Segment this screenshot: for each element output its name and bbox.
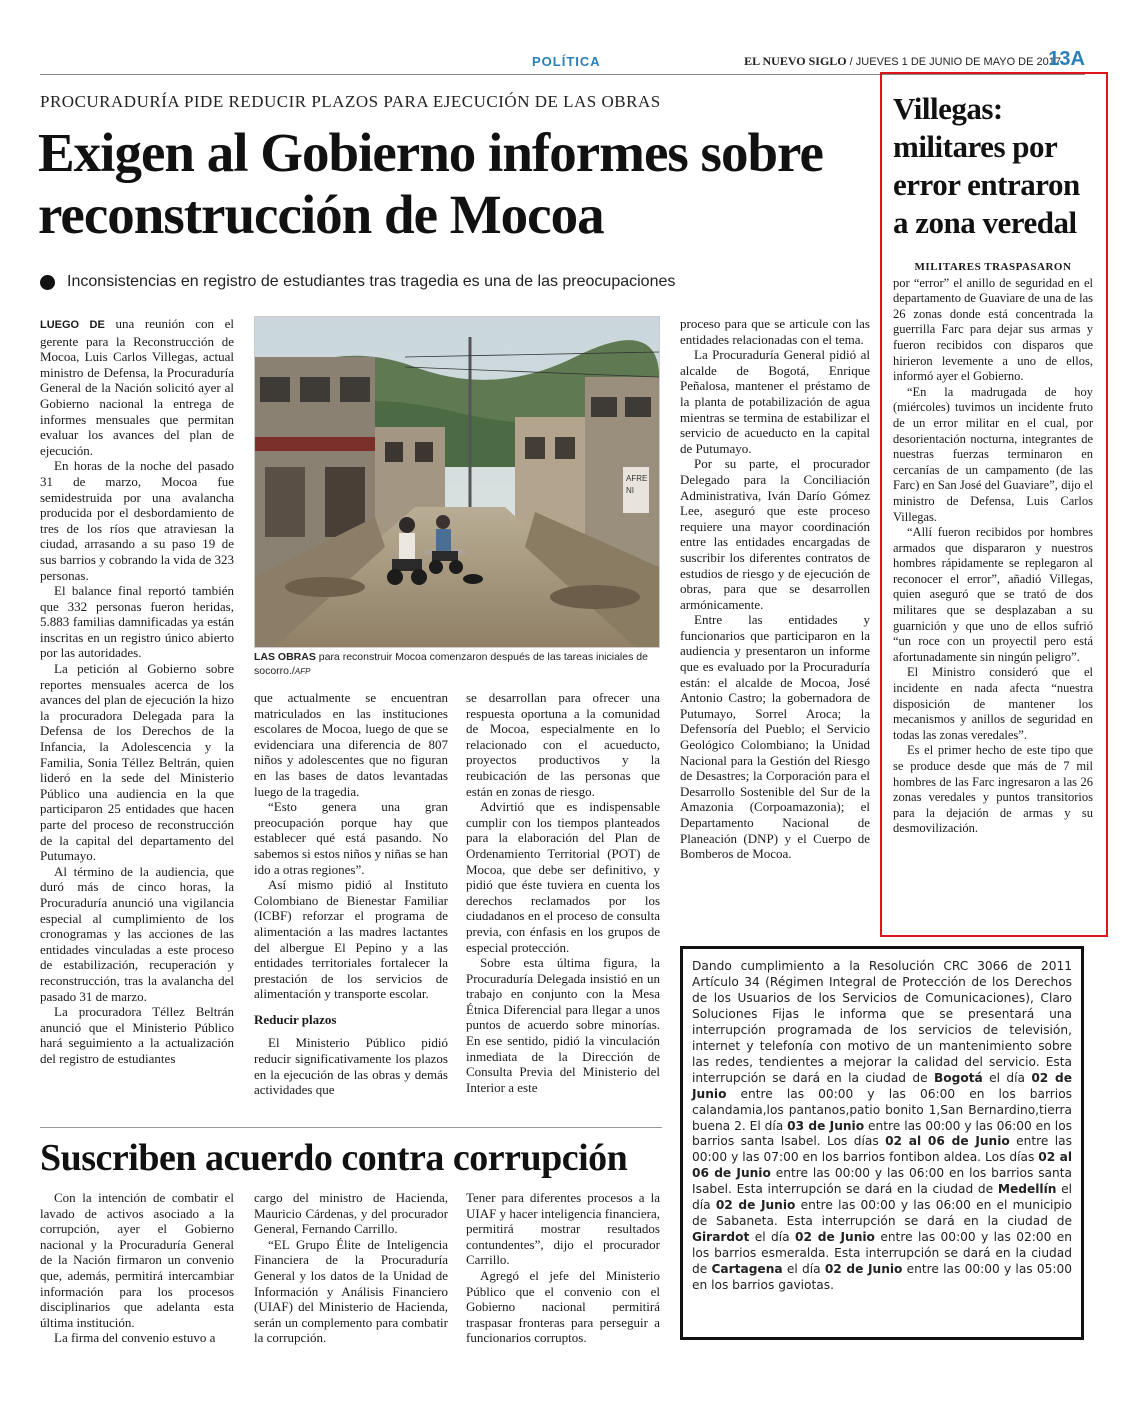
notice-text: el día xyxy=(749,1230,796,1245)
paragraph xyxy=(680,456,870,612)
second-headline: Suscriben acuerdo contra corrupción xyxy=(40,1137,628,1179)
notice-emphasis: Bogotá xyxy=(933,1070,983,1085)
notice-emphasis: 02 de Junio xyxy=(715,1198,796,1213)
paragraph xyxy=(40,583,234,661)
paragraph-text: Así mismo pidió al Instituto Colombiano de Bienestar Familiar (ICBF) reforzar el programa de alimentación a las madres lactantes del albergue El Pepino y a las entidades territoriales fortalecer la prestación de los servicios de alimentación y transporte escolar. xyxy=(254,877,448,1002)
paragraph xyxy=(254,877,448,1002)
notice-text: el día xyxy=(692,1182,1073,1213)
paragraph-text: cargo del ministro de Hacienda, Mauricio Cárdenas, y del procurador General, Fernando Carrillo. xyxy=(254,1190,448,1237)
paragraph xyxy=(254,690,448,799)
photo-caption xyxy=(254,650,658,679)
notice-emphasis: Girardot xyxy=(692,1230,750,1245)
notice-emphasis: 02 al 06 de Junio xyxy=(885,1134,1010,1149)
paragraph-text: Agregó el jefe del Ministerio Público que el convenio con el Gobierno nacional permitirá traspasar fronteras para perseguir a funcionarios corruptos. xyxy=(466,1267,660,1346)
issue-date: / JUEVES 1 DE JUNIO DE MAYO DE 2017 xyxy=(846,56,1061,68)
notice-text: entre las 00:00 y las 06:00 en los barrios santa Isabel. Los días xyxy=(692,1118,1072,1149)
paragraph-text: una reunión con el gerente para la Reconstrucción de Mocoa, Luis Carlos Villegas, actual ministro de Defensa, la Procuraduría General de la Nación solicitó ayer al Gobierno nacional la entrega de informes mensuales que permitan evaluar los avances del plan de ejecución. xyxy=(40,316,235,458)
sidebar-lead: MILITARES TRASPASARON xyxy=(914,261,1072,273)
caption-lead: LAS OBRAS xyxy=(254,651,316,663)
paragraph-text: Al término de la audiencia, que duró más de cinco horas, la Procuraduría anunció una vigilancia especial al cumplimiento de los cronogramas y las acciones de las entidades vinculadas a este proceso de estabilización, recuperación y reconstrucción, tras la avalancha del pasado 31 de marzo. xyxy=(40,863,234,1004)
notice-emphasis: 02 de Junio xyxy=(795,1230,875,1245)
paragraph-text: por “error” el anillo de seguridad en el departamento de Guaviare de una de las 26 zonas donde está concentrada la guerrilla Farc para dejar sus armas y fueron recibidos con disparos que hirieron levemente a uno de ellos, informó ayer el Gobierno. xyxy=(893,275,1093,384)
paragraph xyxy=(40,864,234,1004)
photo-sign-text: AFRE xyxy=(626,474,648,483)
photo-illustration xyxy=(255,317,659,647)
second-col-3 xyxy=(466,1190,660,1346)
notice-text: entre las 00:00 y las 06:00 en el municipio de Sabaneta. Esta interrupción se dará en la ciudad de xyxy=(692,1198,1073,1229)
subhead xyxy=(40,273,675,291)
photo-sign-text: NI xyxy=(626,486,634,495)
paragraph xyxy=(893,525,1093,665)
notice-text: el día xyxy=(782,1262,825,1277)
paragraph xyxy=(680,612,870,862)
section-label: POLÍTICA xyxy=(532,54,601,69)
paragraph xyxy=(254,1035,448,1097)
notice-text: entre las 00:00 y las 07:00 en los barrios fontibon aldea. Los días xyxy=(692,1134,1072,1165)
service-notice xyxy=(680,946,1084,1340)
paragraph xyxy=(40,316,234,458)
paragraph xyxy=(466,799,660,955)
second-col-1 xyxy=(40,1190,234,1346)
paragraph xyxy=(893,665,1093,743)
paragraph xyxy=(466,690,660,799)
kicker: PROCURADURÍA PIDE REDUCIR PLAZOS PARA EJECUCIÓN DE LAS OBRAS xyxy=(40,92,661,111)
paragraph xyxy=(40,458,234,583)
paragraph xyxy=(466,1268,660,1346)
notice-text: entre las 00:00 y las 02:00 en los barrios esmeralda. Esta interrupción se dará en la ciudad de xyxy=(692,1230,1073,1277)
notice-text: Dando cumplimiento a la Resolución CRC 3066 de 2011 Artículo 34 (Régimen Integral de Protección de los Derechos de los Usuarios de los Servicios de Comunicaciones), Claro Soluciones Fijas le informa que se presentará una interrupción programada de los servicios de televisión, internet y telefonía con motivo de un mantenimiento sobre las redes, tendientes a mejorar la calidad del servicio. Esta interrupción se dará en la ciudad de xyxy=(692,959,1072,1085)
paragraph xyxy=(40,661,234,864)
paragraph-text: El Ministerio Público pidió reducir significativamente los plazos en la ejecución de las obras y demás actividades que xyxy=(254,1035,448,1098)
bullet-icon xyxy=(40,275,55,290)
paragraph xyxy=(680,316,870,347)
paragraph xyxy=(40,1004,234,1066)
paragraph xyxy=(40,1330,234,1346)
notice-emphasis: 02 de Junio xyxy=(692,1070,1072,1101)
subhead-text: Inconsistencias en registro de estudiantes tras tragedia es una de las preocupaciones xyxy=(67,273,676,290)
lead-in: LUEGO DE xyxy=(40,319,105,331)
paragraph xyxy=(466,955,660,1095)
paragraph-text: La firma del convenio estuvo a xyxy=(54,1330,216,1346)
paragraph xyxy=(893,385,1093,525)
main-col-4 xyxy=(680,316,870,862)
paragraph xyxy=(254,799,448,877)
paragraph-text: “En la madrugada de hoy (miércoles) tuvimos un incidente fruto de un error militar en el cual, por desorientación nocturna, integrantes de nuestras fuerzas terminaron en cercanías de un campamento (de las Farc) en San José del Guaviare”, dijo el ministro de Defensa, Luis Carlos Villegas. xyxy=(893,384,1093,524)
paragraph xyxy=(680,347,870,456)
photo-credit: AFP xyxy=(294,667,311,676)
notice-text: entre las 00:00 y las 06:00 en los barrios calandamia,los pantanos,patio bonito 1,San Bernardino,tierra buena 2. El día xyxy=(692,1086,1072,1133)
second-col-2 xyxy=(254,1190,448,1346)
paragraph-text: Por su parte, el procurador Delegado para la Conciliación Administrativa, Iván Darío Gómez Lee, aseguró que este proceso requiere una mayor coordinación entre las entidades encargadas de suscribir los diferentes contratos de estudios de riesgo y de ejecución de obras, para que se desarrollen armónicamente. xyxy=(680,456,870,612)
paragraph xyxy=(893,743,1093,837)
notice-emphasis: Cartagena xyxy=(711,1262,783,1277)
dog-shape xyxy=(463,574,483,584)
sidebar-title: Villegas: militares por error entraron a zona veredal xyxy=(893,91,1080,240)
paragraph-text: El balance final reportó también que 332 personas fueron heridas, 5.883 familias damnificadas ya están inscritas en un registro único abierto por las autoridades. xyxy=(40,583,234,661)
notice-emphasis: 03 de Junio xyxy=(787,1118,865,1133)
paragraph xyxy=(254,1237,448,1346)
notice-emphasis: 02 al 06 de Junio xyxy=(692,1150,1073,1181)
paragraph-text: proceso para que se articule con las entidades relacionadas con el tema. xyxy=(680,316,870,347)
paragraph-text: “EL Grupo Élite de Inteligencia Financiera de la Procuraduría General y los datos de la Unidad de Información y Análisis Financiero (UIAF) del Ministerio de Hacienda, serán un complemento para combatir la corrupción. xyxy=(254,1236,448,1346)
main-col-1 xyxy=(40,316,234,1067)
page-number: 13A xyxy=(1048,48,1085,70)
main-col-2 xyxy=(254,690,448,1098)
paragraph-text: “Allí fueron recibidos por hombres armados que dispararon y nuestros hombres rápidamente se replegaron al reconocer el error”, añadió Villegas, quien aseguró que se trató de dos militares que se desplazaban a su guarnición y que uno de ellos sufrió “un roce con un proyectil pero está afortunadamente sin ningún peligro”. xyxy=(893,525,1093,664)
paragraph-text: La Procuraduría General pidió al alcalde de Bogotá, Enrique Peñalosa, mantener el préstamo de la planta de potabilización de agua mientras se termina de estabilizar el servicio de acueducto en la capital de Putumayo. xyxy=(680,347,870,456)
caption-text: para reconstruir Mocoa comenzaron después de las tareas iniciales de socorro./ xyxy=(254,651,648,677)
paragraph-text: que actualmente se encuentran matriculados en las instituciones escolares de Mocoa, luego de que se evidenciara una diferencia de 807 niños y adolescentes que no figuran en las bases de datos levantadas luego de la tragedia. xyxy=(254,690,448,799)
paragraph-text: Con la intención de combatir el lavado de activos asociado a la corrupción, ayer el Gobierno nacional y la Procuraduría General de la Nación firmaron un convenio que, además, permitirá intercambiar información para los procesos disciplinarios que adelanta esta última institución. xyxy=(40,1190,234,1330)
paragraph-text: Tener para diferentes procesos a la UIAF y hacer inteligencia financiera, permitirá mostrar resultados contundentes”, dijo el procurador Carrillo. xyxy=(466,1190,660,1268)
notice-text: entre las 00:00 y las 05:00 en los barrios gaviotas. xyxy=(692,1262,1073,1293)
masthead xyxy=(744,54,1061,69)
paragraph xyxy=(254,1190,448,1237)
paragraph-text: “Esto genera una gran preocupación porque hay que establecer qué está pasando. No sabemos si estos niños y niñas se han ido a otras regiones”. xyxy=(254,799,448,877)
street-photo xyxy=(254,316,660,648)
paragraph-text: La petición al Gobierno sobre reportes mensuales acerca de los avances del plan de ejecución la hizo la procuradora Delegada para la Defensa de los Derechos de la Infancia, la Adolescencia y la Familia, Sonia Téllez Beltrán, quien lideró en la sede del Ministerio Público una audiencia en la que participaron 25 entidades que hacen parte del proceso de reconstrucción de la capital del departamento del Putumayo. xyxy=(40,661,234,864)
notice-emphasis: 02 de Junio xyxy=(824,1262,903,1277)
paragraph xyxy=(466,1190,660,1268)
paragraph-text: En horas de la noche del pasado 31 de marzo, Mocoa fue semidestruida por una avalancha producida por el desbordamiento de tres de los ríos que atraviesan la ciudad, arrasando a su paso 19 de sus barrios y cobrando la vida de 323 personas. xyxy=(40,458,234,583)
paragraph-text: Advirtió que es indispensable cumplir con los tiempos planteados para la elaboración del Plan de Ordenamiento Territorial (POT) de Mocoa, que debe ser definitivo, y pidió que éste tuviera en cuenta los derechos reclamados por los ciudadanos en el proceso de consulta previa, con énfasis en los grupos de especial protección. xyxy=(466,799,660,955)
paragraph-text: El Ministro consideró que el incidente en nada afecta “nuestra disposición de mantener los mecanismos y anillos de seguridad en todas las zonas veredales”. xyxy=(893,665,1093,742)
paragraph-text: se desarrollan para ofrecer una respuesta oportuna a la comunidad de Mocoa, especialmente en lo relacionado con el acueducto, proyectos productivos y la reubicación de las personas que están en zonas de riesgo. xyxy=(466,690,660,799)
paragraph-text: Entre las entidades y funcionarios que participaron en la audiencia y presentaron un informe que es evaluado por la Procuraduría están: el alcalde de Mocoa, José Antonio Castro; la gobernadora de Putumayo, Sorrel Aroca; la Defensoría del Pueblo; el Servicio Geológico Colombiano; la Unidad Nacional para la Gestión del Riesgo de Desastres; la Corporación para el Desarrollo Sostenible del Sur de la Amazonia (Corpoamazonia); el Departamento Nacional de Planeación (DNP) y el Cuerpo de Bomberos de Mocoa. xyxy=(680,612,870,862)
paper-name: EL NUEVO SIGLO xyxy=(744,54,847,68)
paragraph-text: Sobre esta última figura, la Procuraduría Delegada insistió en un trabajo en conjunto con la Mesa Étnica Diferencial para llegar a unos puntos de acuerdo sobre minorías. En ese sentido, pidió la vinculación inmediata de la Dirección de Consulta Previa del Ministerio del Interior a este xyxy=(466,955,660,1095)
sidebar-body xyxy=(893,260,1093,837)
main-col-3 xyxy=(466,690,660,1095)
paragraph-text: Es el primer hecho de este tipo que se produce desde que más de 7 mil hombres de las Farc ingresaron a las 26 zonas veredales y puntos transitorios para la dejación de armas y su desmovilización. xyxy=(893,743,1093,836)
notice-emphasis: Medellín xyxy=(997,1182,1057,1197)
notice-text: el día xyxy=(982,1070,1032,1085)
subheading: Reducir plazos xyxy=(254,1011,337,1027)
main-headline: Exigen al Gobierno informes sobre reconstrucción de Mocoa xyxy=(38,122,823,245)
section-rule xyxy=(40,1127,662,1128)
notice-text: entre las 00:00 y las 06:00 en los barrios santa Isabel. Esta interrupción se dará en la ciudad de xyxy=(692,1166,1072,1197)
paragraph xyxy=(893,276,1093,385)
paragraph-text: La procuradora Téllez Beltrán anunció que el Ministerio Público hará seguimiento a la actualización del registro de estudiantes xyxy=(40,1004,234,1066)
paragraph xyxy=(40,1190,234,1330)
